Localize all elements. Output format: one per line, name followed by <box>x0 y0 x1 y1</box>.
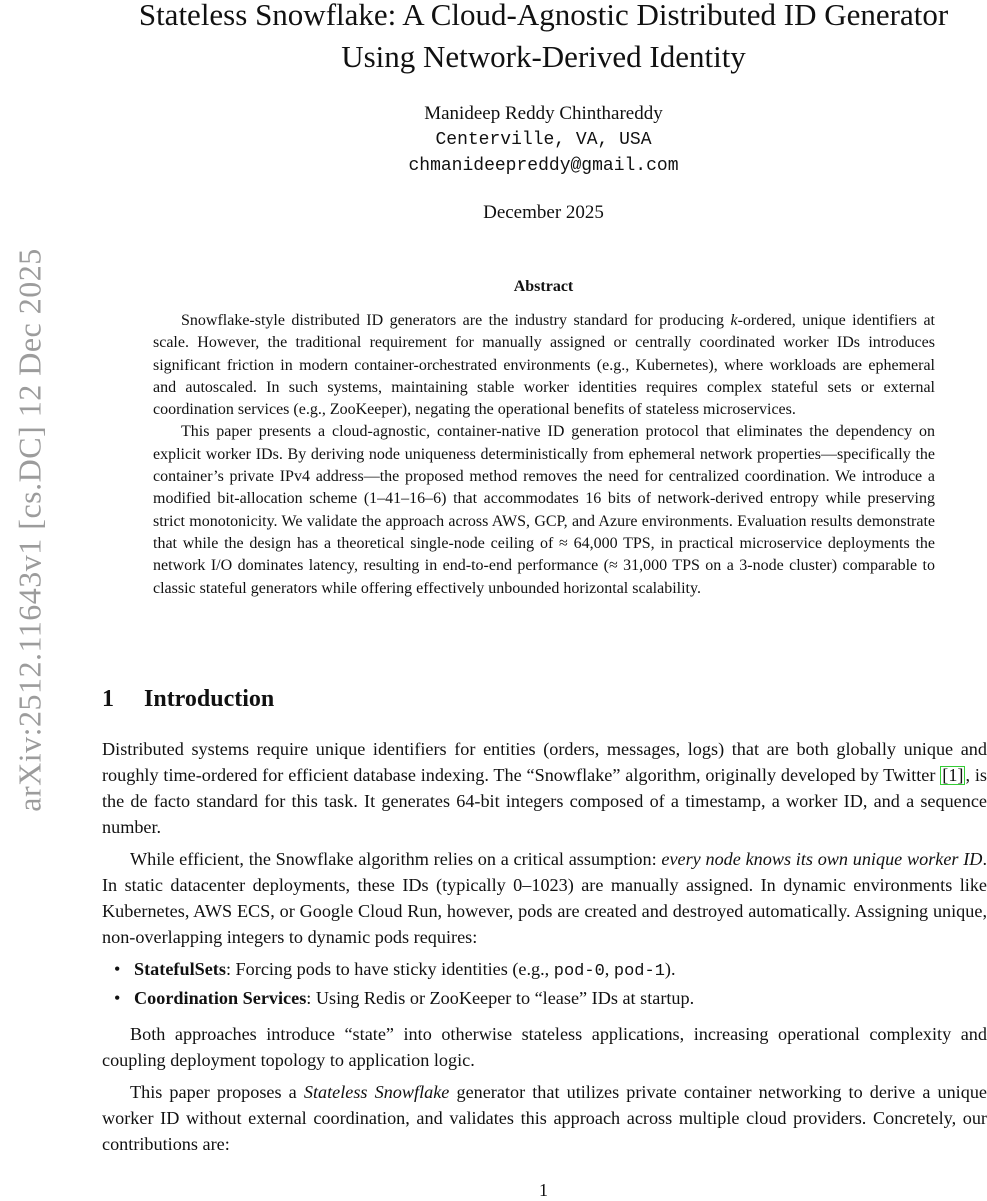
intro-paragraph-1 <box>102 736 987 840</box>
bullet1-term: StatefulSets <box>134 959 226 979</box>
title-line-2: Using Network-Derived Identity <box>341 39 746 74</box>
abstract-p1-start: Snowflake-style distributed ID generators are the industry standard for producing <box>181 312 731 329</box>
section-title: Introduction <box>144 686 275 712</box>
arxiv-identifier: arXiv:2512.11643v1 [cs.DC] 12 Dec 2025 <box>11 248 48 812</box>
paper-title <box>100 0 987 78</box>
author-name: Manideep Reddy Chinthareddy <box>424 103 663 124</box>
abstract-heading: Abstract <box>513 278 574 295</box>
bullet2-term: Coordination Services <box>134 988 307 1008</box>
abstract-body <box>153 310 935 600</box>
intro-p4-emphasis: Stateless Snowflake <box>303 1082 450 1102</box>
arxiv-sidebar <box>0 0 60 880</box>
intro-p4-start: This paper proposes a <box>130 1082 304 1102</box>
bullet1-separator: , <box>604 959 614 979</box>
intro-p4-end: generator that utilizes private container networking to derive a unique worker ID without external coordination, and validates this approach across multiple cloud providers. Concretely, our contributions are: <box>102 1082 987 1154</box>
abstract-paragraph-2: This paper presents a cloud-agnostic, container-native ID generation protocol that eliminates the dependency on explicit worker IDs. By deriving node uniqueness deterministically from ephemeral network properties—specifically the container’s private IPv4 address—the proposed method removes the need for centralized coordination. We introduce a modified bit-allocation scheme (1–41–16–6) that accommodates 16 bits of network-derived entropy while preserving strict monotonicity. We validate the approach across AWS, GCP, and Azure environments. Evaluation results demonstrate that while the design has a theoretical single-node ceiling of ≈ 64,000 TPS, in practical microservice deployments the network I/O dominates latency, resulting in end-to-end performance (≈ 31,000 TPS on a 3-node cluster) comparable to classic stateful generators while offering effectively unbounded horizontal scalability. <box>153 423 935 597</box>
title-line-1: Stateless Snowflake: A Cloud-Agnostic Distributed ID Generator <box>138 0 949 32</box>
list-item <box>134 956 987 985</box>
bullet1-end: ). <box>664 959 676 979</box>
intro-p2-end: . In static datacenter deployments, these IDs (typically 0–1023) are manually assigned. In dynamic environments like Kubernetes, AWS ECS, or Google Cloud Run, however, pods are created and destroyed automatically. Assigning unique, non-overlapping integers to dynamic pods requires: <box>102 849 987 947</box>
page-number: 1 <box>539 1180 548 1200</box>
intro-paragraph-4 <box>102 1079 987 1157</box>
math-k: k <box>730 312 738 329</box>
publication-date: December 2025 <box>483 202 604 223</box>
citation-link[interactable]: [1] <box>942 765 964 785</box>
section-heading-introduction <box>102 684 274 714</box>
abstract-p1-end: -ordered, unique identifiers at scale. However, the traditional requirement for manually assigned or centrally coordinated worker IDs introduces significant friction in modern container-orchestrated environments (e.g., Kubernetes), where workloads are ephemeral and autoscaled. In such systems, maintaining stable worker identities requires complex stateful sets or external coordination services (e.g., ZooKeeper), negating the operational benefits of stateless microservices. <box>153 312 936 419</box>
author-block <box>100 101 987 179</box>
intro-p2-start: While efficient, the Snowflake algorithm relies on a critical assumption: <box>130 849 662 869</box>
section-number: 1 <box>102 686 114 712</box>
abstract-paragraph-1 <box>153 310 935 421</box>
author-affiliation: Centerville, VA, USA <box>435 130 652 150</box>
intro-paragraph-3: Both approaches introduce “state” into otherwise stateless applications, increasing operational complexity and coupling deployment topology to application logic. <box>102 1024 987 1070</box>
code-pod-0: pod-0 <box>553 962 605 981</box>
intro-paragraph-2 <box>102 846 987 950</box>
intro-p1-end: , is the de facto standard for this task. It generates 64-bit integers composed of a timestamp, a worker ID, and a sequence number. <box>102 765 987 837</box>
list-item <box>134 985 987 1011</box>
bullet2-text: : Using Redis or ZooKeeper to “lease” IDs at startup. <box>306 988 695 1008</box>
introduction-body <box>102 736 987 1157</box>
author-email: chmanideepreddy@gmail.com <box>408 156 679 176</box>
intro-p1-start: Distributed systems require unique identifiers for entities (orders, messages, logs) that are both globally unique and roughly time-ordered for efficient database indexing. The “Snowflake” algorithm, originally developed by Twitter <box>102 739 987 785</box>
intro-p2-emphasis: every node knows its own unique worker ID <box>661 849 983 869</box>
bullet1-text: : Forcing pods to have sticky identities (e.g., <box>225 959 554 979</box>
code-pod-1: pod-1 <box>613 962 665 981</box>
requirements-list <box>102 956 987 1011</box>
